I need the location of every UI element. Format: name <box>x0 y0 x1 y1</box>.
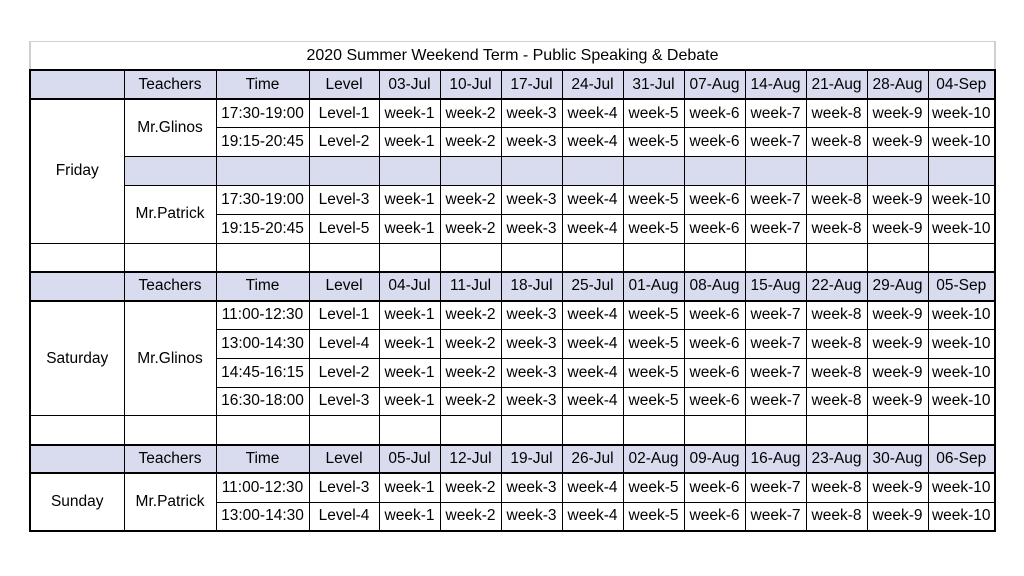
empty-cell <box>806 416 867 445</box>
time-cell: 17:30-19:00 <box>216 99 309 128</box>
week-cell: week-8 <box>806 185 867 214</box>
empty-cell <box>745 243 806 272</box>
week-cell: week-7 <box>745 128 806 157</box>
week-cell: week-4 <box>562 99 623 128</box>
week-cell: week-5 <box>623 358 684 387</box>
week-cell: week-9 <box>867 329 928 358</box>
week-cell: week-5 <box>623 502 684 531</box>
week-cell: week-9 <box>867 358 928 387</box>
week-cell: week-6 <box>684 473 745 502</box>
header-date: 24-Jul <box>562 70 623 99</box>
teacher-name: Mr.Glinos <box>124 301 216 416</box>
empty-cell <box>928 157 995 186</box>
level-cell: Level-4 <box>309 502 379 531</box>
header-date: 30-Aug <box>867 445 928 474</box>
week-cell: week-8 <box>806 329 867 358</box>
week-cell: week-2 <box>440 185 501 214</box>
week-cell: week-2 <box>440 214 501 243</box>
week-cell: week-8 <box>806 473 867 502</box>
level-cell: Level-5 <box>309 214 379 243</box>
week-cell: week-3 <box>501 473 562 502</box>
empty-cell <box>440 416 501 445</box>
day-label-friday: Friday <box>30 99 124 243</box>
week-cell: week-10 <box>928 473 995 502</box>
title-row <box>30 42 995 71</box>
header-teachers: Teachers <box>124 445 216 474</box>
empty-cell <box>806 157 867 186</box>
class-row <box>30 473 995 502</box>
teacher-name: Mr.Patrick <box>124 473 216 531</box>
week-cell: week-8 <box>806 301 867 330</box>
week-cell: week-4 <box>562 185 623 214</box>
level-cell: Level-1 <box>309 301 379 330</box>
empty-cell <box>501 243 562 272</box>
empty-cell <box>30 243 124 272</box>
empty-cell <box>623 157 684 186</box>
empty-cell <box>623 243 684 272</box>
header-date: 05-Jul <box>379 445 440 474</box>
week-cell: week-1 <box>379 301 440 330</box>
week-cell: week-1 <box>379 128 440 157</box>
time-cell: 11:00-12:30 <box>216 473 309 502</box>
week-cell: week-4 <box>562 473 623 502</box>
header-date: 04-Jul <box>379 272 440 301</box>
class-row <box>30 301 995 330</box>
empty-cell <box>501 157 562 186</box>
level-cell: Level-2 <box>309 128 379 157</box>
header-blank <box>30 272 124 301</box>
page-title: 2020 Summer Weekend Term - Public Speaking & Debate <box>30 42 995 71</box>
empty-cell <box>745 416 806 445</box>
day-label-saturday: Saturday <box>30 301 124 416</box>
week-cell: week-10 <box>928 387 995 416</box>
week-cell: week-2 <box>440 358 501 387</box>
week-cell: week-1 <box>379 99 440 128</box>
week-cell: week-2 <box>440 301 501 330</box>
level-cell: Level-3 <box>309 473 379 502</box>
week-cell: week-8 <box>806 358 867 387</box>
week-cell: week-6 <box>684 358 745 387</box>
header-level: Level <box>309 272 379 301</box>
header-time: Time <box>216 70 309 99</box>
week-cell: week-1 <box>379 473 440 502</box>
empty-cell <box>562 243 623 272</box>
week-cell: week-9 <box>867 214 928 243</box>
week-cell: week-5 <box>623 99 684 128</box>
header-time: Time <box>216 445 309 474</box>
spacer-row <box>30 243 995 272</box>
empty-cell <box>562 416 623 445</box>
week-cell: week-6 <box>684 502 745 531</box>
week-cell: week-4 <box>562 301 623 330</box>
header-date: 15-Aug <box>745 272 806 301</box>
header-date: 06-Sep <box>928 445 995 474</box>
level-cell: Level-3 <box>309 387 379 416</box>
empty-cell <box>309 157 379 186</box>
week-cell: week-5 <box>623 128 684 157</box>
week-cell: week-7 <box>745 185 806 214</box>
teacher-name: Mr.Glinos <box>124 99 216 157</box>
week-cell: week-2 <box>440 502 501 531</box>
week-cell: week-7 <box>745 473 806 502</box>
week-cell: week-4 <box>562 358 623 387</box>
week-cell: week-3 <box>501 301 562 330</box>
header-blank <box>30 445 124 474</box>
empty-cell <box>124 243 216 272</box>
header-date: 04-Sep <box>928 70 995 99</box>
week-cell: week-6 <box>684 301 745 330</box>
week-cell: week-10 <box>928 185 995 214</box>
week-cell: week-1 <box>379 329 440 358</box>
week-cell: week-5 <box>623 387 684 416</box>
empty-cell <box>440 243 501 272</box>
week-cell: week-2 <box>440 329 501 358</box>
week-cell: week-7 <box>745 329 806 358</box>
week-cell: week-4 <box>562 214 623 243</box>
week-cell: week-4 <box>562 502 623 531</box>
friday-divider-row <box>30 157 995 186</box>
week-cell: week-7 <box>745 387 806 416</box>
week-cell: week-7 <box>745 214 806 243</box>
week-cell: week-10 <box>928 214 995 243</box>
level-cell: Level-3 <box>309 185 379 214</box>
empty-cell <box>684 416 745 445</box>
week-cell: week-9 <box>867 502 928 531</box>
empty-cell <box>216 416 309 445</box>
week-cell: week-7 <box>745 358 806 387</box>
week-cell: week-9 <box>867 99 928 128</box>
header-teachers: Teachers <box>124 70 216 99</box>
week-cell: week-5 <box>623 329 684 358</box>
class-row <box>30 99 995 128</box>
header-date: 23-Aug <box>806 445 867 474</box>
header-date: 12-Jul <box>440 445 501 474</box>
empty-cell <box>379 157 440 186</box>
week-cell: week-3 <box>501 128 562 157</box>
week-cell: week-3 <box>501 329 562 358</box>
header-date: 05-Sep <box>928 272 995 301</box>
time-cell: 16:30-18:00 <box>216 387 309 416</box>
week-cell: week-10 <box>928 502 995 531</box>
week-cell: week-3 <box>501 214 562 243</box>
week-cell: week-8 <box>806 99 867 128</box>
empty-cell <box>501 416 562 445</box>
week-cell: week-1 <box>379 358 440 387</box>
week-cell: week-6 <box>684 185 745 214</box>
empty-cell <box>379 416 440 445</box>
week-cell: week-9 <box>867 387 928 416</box>
week-cell: week-1 <box>379 185 440 214</box>
empty-cell <box>30 416 124 445</box>
week-cell: week-8 <box>806 214 867 243</box>
week-cell: week-1 <box>379 214 440 243</box>
empty-cell <box>684 157 745 186</box>
teacher-name: Mr.Patrick <box>124 185 216 243</box>
week-cell: week-5 <box>623 214 684 243</box>
header-date: 01-Aug <box>623 272 684 301</box>
week-cell: week-4 <box>562 387 623 416</box>
empty-cell <box>309 416 379 445</box>
schedule-sheet <box>29 41 996 532</box>
empty-cell <box>379 243 440 272</box>
schedule-table <box>29 41 996 532</box>
header-date: 17-Jul <box>501 70 562 99</box>
empty-cell <box>928 416 995 445</box>
header-date: 03-Jul <box>379 70 440 99</box>
week-cell: week-2 <box>440 473 501 502</box>
empty-cell <box>562 157 623 186</box>
time-cell: 17:30-19:00 <box>216 185 309 214</box>
week-cell: week-5 <box>623 473 684 502</box>
header-level: Level <box>309 70 379 99</box>
week-cell: week-7 <box>745 99 806 128</box>
week-cell: week-10 <box>928 358 995 387</box>
header-date: 07-Aug <box>684 70 745 99</box>
header-date: 08-Aug <box>684 272 745 301</box>
week-cell: week-9 <box>867 128 928 157</box>
week-cell: week-1 <box>379 387 440 416</box>
header-date: 26-Jul <box>562 445 623 474</box>
week-cell: week-7 <box>745 301 806 330</box>
time-cell: 19:15-20:45 <box>216 128 309 157</box>
week-cell: week-8 <box>806 128 867 157</box>
week-cell: week-5 <box>623 301 684 330</box>
week-cell: week-4 <box>562 128 623 157</box>
spacer-row <box>30 416 995 445</box>
header-date: 28-Aug <box>867 70 928 99</box>
time-cell: 13:00-14:30 <box>216 329 309 358</box>
header-date: 11-Jul <box>440 272 501 301</box>
week-cell: week-3 <box>501 99 562 128</box>
empty-cell <box>867 243 928 272</box>
week-cell: week-9 <box>867 473 928 502</box>
empty-cell <box>216 157 309 186</box>
header-date: 29-Aug <box>867 272 928 301</box>
empty-cell <box>124 416 216 445</box>
header-blank <box>30 70 124 99</box>
week-cell: week-5 <box>623 185 684 214</box>
empty-cell <box>867 416 928 445</box>
day-label-sunday: Sunday <box>30 473 124 531</box>
header-date: 09-Aug <box>684 445 745 474</box>
level-cell: Level-4 <box>309 329 379 358</box>
friday-header-row <box>30 70 995 99</box>
empty-cell <box>745 157 806 186</box>
empty-cell <box>928 243 995 272</box>
empty-cell <box>309 243 379 272</box>
header-date: 02-Aug <box>623 445 684 474</box>
class-row <box>30 185 995 214</box>
week-cell: week-4 <box>562 329 623 358</box>
header-date: 16-Aug <box>745 445 806 474</box>
week-cell: week-10 <box>928 128 995 157</box>
week-cell: week-2 <box>440 387 501 416</box>
time-cell: 14:45-16:15 <box>216 358 309 387</box>
header-date: 22-Aug <box>806 272 867 301</box>
header-date: 14-Aug <box>745 70 806 99</box>
header-date: 19-Jul <box>501 445 562 474</box>
header-level: Level <box>309 445 379 474</box>
header-time: Time <box>216 272 309 301</box>
level-cell: Level-1 <box>309 99 379 128</box>
week-cell: week-6 <box>684 387 745 416</box>
week-cell: week-6 <box>684 214 745 243</box>
empty-cell <box>684 243 745 272</box>
empty-cell <box>867 157 928 186</box>
week-cell: week-6 <box>684 329 745 358</box>
week-cell: week-9 <box>867 185 928 214</box>
week-cell: week-8 <box>806 387 867 416</box>
header-teachers: Teachers <box>124 272 216 301</box>
header-date: 31-Jul <box>623 70 684 99</box>
week-cell: week-7 <box>745 502 806 531</box>
empty-cell <box>216 243 309 272</box>
time-cell: 11:00-12:30 <box>216 301 309 330</box>
header-date: 25-Jul <box>562 272 623 301</box>
level-cell: Level-2 <box>309 358 379 387</box>
time-cell: 19:15-20:45 <box>216 214 309 243</box>
week-cell: week-9 <box>867 301 928 330</box>
sunday-header-row <box>30 445 995 474</box>
empty-cell <box>124 157 216 186</box>
week-cell: week-8 <box>806 502 867 531</box>
week-cell: week-2 <box>440 99 501 128</box>
week-cell: week-2 <box>440 128 501 157</box>
week-cell: week-10 <box>928 329 995 358</box>
time-cell: 13:00-14:30 <box>216 502 309 531</box>
empty-cell <box>806 243 867 272</box>
header-date: 18-Jul <box>501 272 562 301</box>
week-cell: week-6 <box>684 99 745 128</box>
week-cell: week-3 <box>501 502 562 531</box>
week-cell: week-10 <box>928 301 995 330</box>
header-date: 10-Jul <box>440 70 501 99</box>
week-cell: week-3 <box>501 387 562 416</box>
empty-cell <box>623 416 684 445</box>
week-cell: week-1 <box>379 502 440 531</box>
week-cell: week-6 <box>684 128 745 157</box>
week-cell: week-3 <box>501 185 562 214</box>
week-cell: week-3 <box>501 358 562 387</box>
week-cell: week-10 <box>928 99 995 128</box>
header-date: 21-Aug <box>806 70 867 99</box>
empty-cell <box>440 157 501 186</box>
saturday-header-row <box>30 272 995 301</box>
